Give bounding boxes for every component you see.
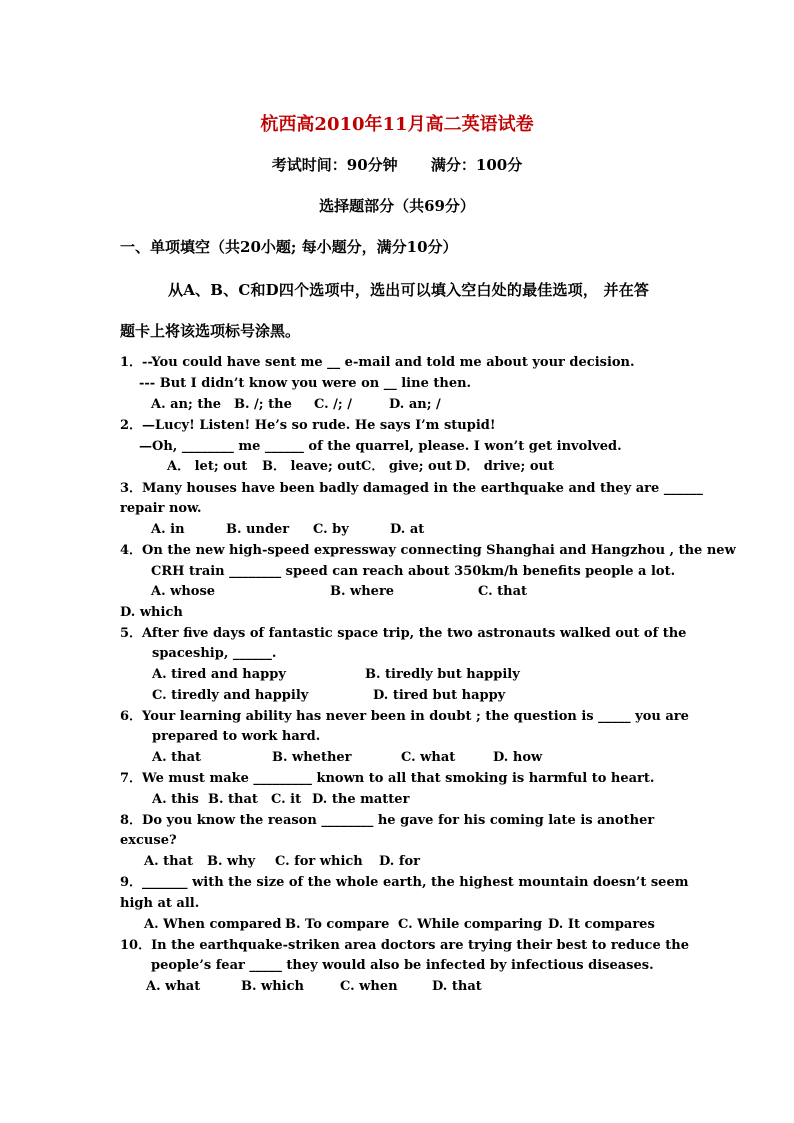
question-9-stem: 9．_______ with the size of the whole earth, the highest mountain doesn’t seem [120, 875, 689, 890]
question-2-option-d: D． drive; out [455, 459, 554, 474]
question-8-stem: excuse? [120, 833, 177, 848]
question-4-option-b: B. where [330, 584, 395, 599]
question-3-option-a: A. in [151, 522, 185, 537]
question-3-option-b: B. under [226, 522, 290, 537]
question-5-option-b: B. tiredly but happily [365, 667, 520, 682]
question-5-option-a: A. tired and happy [152, 667, 286, 682]
instruction-line-2: 题卡上将该选项标号涂黑。 [120, 322, 301, 340]
question-7-option-c: C. it [271, 792, 302, 807]
question-1-stem: --- But I didn’t know you were on __ line then. [139, 376, 472, 391]
question-9-option-a: A. When compared [144, 917, 282, 932]
section-title: 一、单项填空（共20小题; 每小题分，满分10分） [120, 238, 458, 256]
question-2-stem: —Oh, ________ me ______ of the quarrel, please. I won’t get involved. [139, 439, 622, 454]
question-8-option-c: C. for which [275, 854, 363, 869]
question-10-stem: 10．In the earthquake-striken area doctors are trying their best to reduce the [120, 938, 689, 953]
question-4-stem: 4．On the new high-speed expressway connecting Shanghai and Hangzhou , the new [120, 543, 736, 558]
question-5-option-c: C. tiredly and happily [152, 688, 309, 703]
instruction-line-1: 从A、B、C和D四个选项中，选出可以填入空白处的最佳选项， 并在答 [168, 281, 650, 299]
question-6-option-d: D. how [493, 750, 543, 765]
question-9-stem: high at all. [120, 896, 200, 911]
question-1-option-b: B. /; the [234, 397, 292, 412]
question-4-option-c: C. that [478, 584, 528, 599]
question-7-option-d: D. the matter [312, 792, 410, 807]
question-7-option-b: B. that [208, 792, 258, 807]
question-8-stem: 8．Do you know the reason ________ he gave for his coming late is another [120, 813, 655, 828]
question-5-stem: 5．After five days of fantastic space trip, the two astronauts walked out of the [120, 626, 687, 641]
exam-info [0, 154, 794, 175]
question-9-option-b: B. To compare [285, 917, 390, 932]
question-3-stem: repair now. [120, 501, 202, 516]
question-10-stem: people’s fear _____ they would also be infected by infectious diseases. [151, 958, 654, 973]
question-2-option-a: A． let; out [167, 459, 248, 474]
question-7-option-a: A. this [152, 792, 199, 807]
question-9-option-c: C. While comparing [398, 917, 543, 932]
question-6-stem: prepared to work hard. [152, 729, 321, 744]
question-3-option-c: C. by [313, 522, 349, 537]
question-4-option-d: D. which [120, 605, 183, 620]
exam-time: 考试时间：90分钟 [271, 156, 398, 174]
question-10-option-b: B. which [241, 979, 304, 994]
question-4-option-a: A. whose [151, 584, 216, 599]
question-2-option-b: B． leave; out [262, 459, 362, 474]
question-2-stem: 2．—Lucy! Listen! He’s so rude. He says I’m stupid! [120, 418, 496, 433]
question-1-option-d: D. an; / [389, 397, 441, 412]
question-10-option-c: C. when [340, 979, 398, 994]
question-4-stem: CRH train ________ speed can reach about 350km/h benefits people a lot. [151, 564, 676, 579]
question-6-option-c: C. what [401, 750, 456, 765]
exam-title: 杭西高2010年11月高二英语试卷 [260, 114, 534, 135]
question-6-option-a: A. that [152, 750, 202, 765]
question-8-option-b: B. why [207, 854, 256, 869]
question-3-option-d: D. at [390, 522, 425, 537]
question-10-option-d: D. that [432, 979, 482, 994]
exam-score: 满分：100分 [430, 156, 523, 174]
part-title: 选择题部分（共69分） [319, 197, 475, 215]
question-5-stem: spaceship, ______. [152, 646, 277, 661]
question-1-option-c: C. /; / [314, 397, 352, 412]
question-5-option-d: D. tired but happy [373, 688, 506, 703]
question-9-option-d: D. It compares [548, 917, 655, 932]
question-6-stem: 6．Your learning ability has never been in doubt ; the question is _____ you are [120, 709, 689, 724]
question-8-option-d: D. for [379, 854, 420, 869]
question-8-option-a: A. that [144, 854, 194, 869]
question-7-stem: 7．We must make _________ known to all that smoking is harmful to heart. [120, 771, 655, 786]
question-2-option-c: C． give; out [361, 459, 453, 474]
question-1-option-a: A. an; the [151, 397, 222, 412]
question-6-option-b: B. whether [272, 750, 352, 765]
question-1-stem: 1．--You could have sent me __ e-mail and told me about your decision. [120, 355, 635, 370]
question-3-stem: 3．Many houses have been badly damaged in the earthquake and they are ______ [120, 481, 703, 496]
question-10-option-a: A. what [146, 979, 201, 994]
